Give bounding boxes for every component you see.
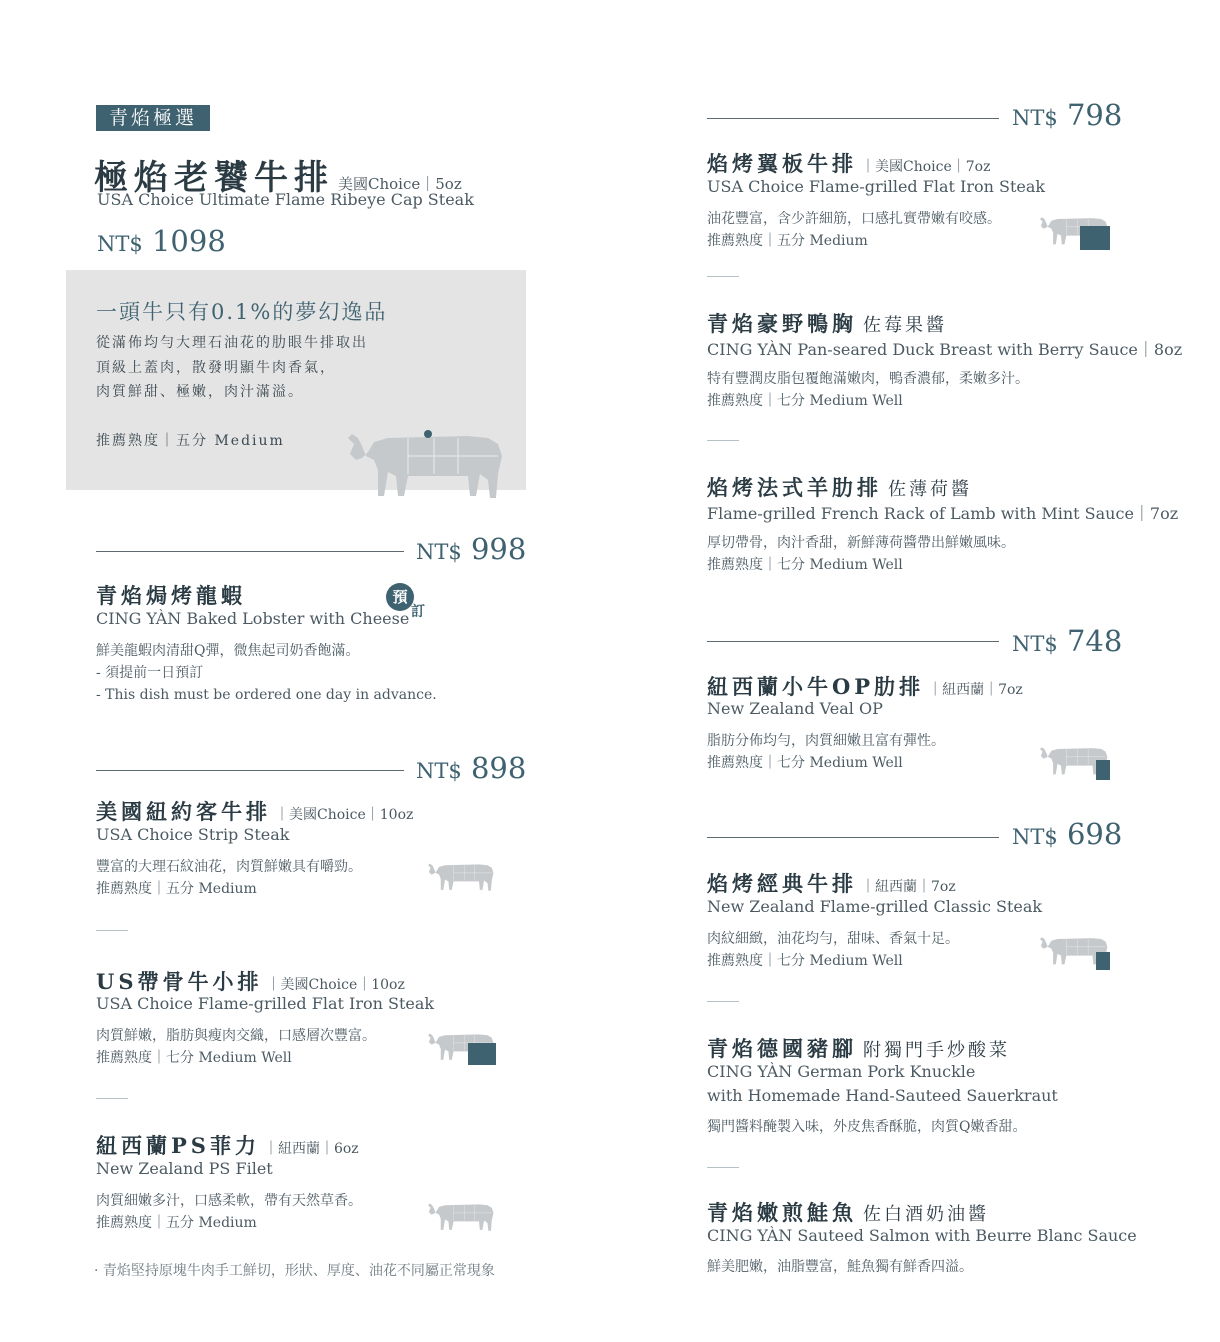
panel-heading: 一頭牛只有0.1%的夢幻逸品	[96, 300, 388, 324]
pork-english-name-2: with Homemade Hand-Sauteed Sauerkraut	[707, 1086, 1058, 1105]
reservation-seal-text: 訂	[411, 604, 425, 620]
item-divider	[707, 276, 739, 277]
price-698	[1012, 817, 1122, 851]
desc-line: 肉質細嫩多汁，口感柔軟，帶有天然草香。	[96, 1193, 362, 1209]
desc-line: 脂肪分佈均勻，肉質細嫩且富有彈性。	[707, 733, 945, 749]
cow-cut-icon	[428, 855, 496, 895]
lobster-description	[96, 640, 437, 706]
price-value: 1098	[151, 224, 226, 258]
price-value: 898	[470, 751, 527, 785]
panel-doneness: 推薦熟度｜五分 Medium	[96, 433, 285, 449]
classic-description	[707, 928, 959, 972]
classic-english-name: New Zealand Flame-grilled Classic Steak	[707, 897, 1043, 916]
salmon-title	[707, 1197, 989, 1227]
veal-english-name: New Zealand Veal OP	[707, 699, 883, 718]
reservation-seal: 預	[386, 583, 414, 611]
hero-price	[97, 224, 226, 258]
title-text: 焰烤法式羊肋排	[707, 475, 882, 500]
title-text: 青焰豪野鴨胸	[707, 311, 857, 336]
title-sauce: 佐薄荷醬	[888, 479, 972, 500]
duck-title	[707, 308, 947, 338]
title-sauce: 佐莓果醬	[863, 315, 947, 336]
title-text: 紐西蘭小牛OP肋排	[707, 674, 925, 699]
currency: NT$	[97, 232, 143, 256]
cow-cut-icon	[1040, 208, 1110, 250]
salmon-description: 鮮美肥嫩，油脂豐富，鮭魚獨有鮮香四溢。	[707, 1259, 973, 1275]
title-text: US帶骨牛小排	[96, 969, 263, 994]
price-divider	[707, 641, 999, 642]
price-value: 698	[1066, 817, 1123, 851]
title-meta: ｜紐西蘭｜6oz	[263, 1141, 359, 1157]
veal-description	[707, 730, 945, 774]
shortrib-description	[96, 1025, 376, 1069]
currency: NT$	[416, 540, 462, 564]
hero-description-panel	[66, 270, 526, 490]
title-meta: ｜紐西蘭｜7oz	[861, 879, 956, 895]
title-text: 美國紐約客牛排	[96, 799, 271, 824]
hero-english-name: USA Choice Ultimate Flame Ribeye Cap Steak	[97, 190, 474, 209]
title-text: 焰烤經典牛排	[707, 871, 857, 896]
panel-description	[96, 331, 368, 405]
hero-meta: 美國Choice｜5oz	[338, 175, 462, 193]
item-divider	[707, 440, 739, 441]
strip-description	[96, 856, 362, 900]
desc-line: 推薦熟度｜七分 Medium Well	[707, 755, 903, 771]
panel-line: 頂級上蓋肉，散發明顯牛肉香氣，	[96, 359, 336, 376]
title-sauce: 附獨門手炒酸菜	[863, 1040, 1010, 1061]
item-divider	[707, 1167, 739, 1168]
desc-line: 推薦熟度｜七分 Medium Well	[707, 953, 903, 969]
desc-line: 推薦熟度｜五分 Medium	[96, 1215, 257, 1231]
cow-cut-icon	[428, 1195, 496, 1235]
desc-line: 推薦熟度｜七分 Medium Well	[707, 393, 903, 409]
currency: NT$	[1012, 825, 1058, 849]
panel-line: 肉質鮮甜、極嫩，肉汁滿溢。	[96, 384, 304, 400]
pork-english-name: CING YÀN German Pork Knuckle	[707, 1062, 976, 1081]
lobster-title: 青焰焗烤龍蝦	[96, 583, 246, 608]
price-value: 798	[1066, 98, 1123, 132]
price-value: 748	[1066, 624, 1123, 658]
desc-line: 推薦熟度｜七分 Medium Well	[96, 1050, 292, 1066]
title-text: 青焰德國豬腳	[707, 1036, 857, 1061]
category-badge: 青焰極選	[96, 105, 210, 131]
currency: NT$	[1012, 106, 1058, 130]
title-text: 青焰嫩煎鮭魚	[707, 1200, 857, 1225]
price-divider	[707, 837, 999, 838]
pork-title	[707, 1033, 1010, 1063]
shortrib-title	[96, 966, 405, 996]
flatiron-description	[707, 208, 1001, 252]
salmon-english-name: CING YÀN Sauteed Salmon with Beurre Blanc Sauce	[707, 1226, 1137, 1245]
title-meta: ｜美國Choice｜10oz	[266, 977, 405, 993]
title-text: 紐西蘭PS菲力	[96, 1133, 260, 1158]
currency: NT$	[1012, 632, 1058, 656]
price-value: 998	[470, 532, 527, 566]
pork-description: 獨門醬料醃製入味，外皮焦香酥脆，肉質Q嫩香甜。	[707, 1119, 1027, 1135]
hero-title-text: 極焰老饕牛排	[94, 158, 334, 198]
strip-english-name: USA Choice Strip Steak	[96, 825, 290, 844]
cow-cut-icon	[348, 416, 508, 506]
desc-line: 特有豐潤皮脂包覆飽滿嫩肉，鴨香濃郁，柔嫩多汁。	[707, 371, 1029, 387]
title-meta: ｜美國Choice｜7oz	[861, 159, 991, 175]
desc-line: 厚切帶骨，肉汁香甜，新鮮薄荷醬帶出鮮嫩風味。	[707, 535, 1015, 551]
price-898	[416, 751, 526, 785]
filet-title	[96, 1130, 359, 1160]
title-text: 焰烤翼板牛排	[707, 151, 857, 176]
cow-cut-icon	[1040, 738, 1110, 780]
flatiron-title	[707, 148, 990, 178]
duck-description	[707, 368, 1029, 412]
cow-cut-icon	[428, 1025, 496, 1065]
desc-line: 鮮美龍蝦肉清甜Q彈，微焦起司奶香飽滿。	[96, 643, 360, 659]
desc-line: 豐富的大理石紋油花，肉質鮮嫩具有嚼勁。	[96, 859, 362, 875]
veal-title	[707, 671, 1023, 701]
title-meta: ｜紐西蘭｜7oz	[928, 682, 1023, 698]
title-sauce: 佐白酒奶油醬	[863, 1204, 989, 1225]
price-divider	[96, 770, 404, 771]
lamb-title	[707, 472, 972, 502]
lamb-english-name: Flame-grilled French Rack of Lamb with Mint Sauce｜7oz	[707, 504, 1179, 523]
footnote: · 青焰堅持原塊牛肉手工鮮切，形狀、厚度、油花不同屬正常現象	[94, 1263, 495, 1279]
desc-line: 推薦熟度｜五分 Medium	[707, 233, 868, 249]
currency: NT$	[416, 759, 462, 783]
title-meta: ｜美國Choice｜10oz	[275, 807, 414, 823]
lamb-description	[707, 532, 1015, 576]
filet-english-name: New Zealand PS Filet	[96, 1159, 273, 1178]
filet-description	[96, 1190, 362, 1234]
price-998	[416, 532, 526, 566]
lobster-english-name: CING YÀN Baked Lobster with Cheese	[96, 609, 410, 628]
item-divider	[96, 930, 128, 931]
price-divider	[707, 118, 999, 119]
duck-english-name: CING YÀN Pan-seared Duck Breast with Berry Sauce｜8oz	[707, 340, 1183, 359]
desc-line: - This dish must be ordered one day in advance.	[96, 687, 437, 703]
desc-line: 推薦熟度｜五分 Medium	[96, 881, 257, 897]
desc-line: 推薦熟度｜七分 Medium Well	[707, 557, 903, 573]
flatiron-english-name: USA Choice Flame-grilled Flat Iron Steak	[707, 177, 1046, 196]
cow-cut-icon	[1040, 928, 1110, 970]
strip-title	[96, 796, 413, 826]
classic-title	[707, 868, 956, 898]
shortrib-english-name: USA Choice Flame-grilled Flat Iron Steak	[96, 994, 435, 1013]
desc-line: 油花豐富，含少許細筋，口感扎實帶嫩有咬感。	[707, 211, 1001, 227]
price-748	[1012, 624, 1122, 658]
price-798	[1012, 98, 1122, 132]
desc-line: 肉紋細緻，油花均勻，甜味、香氣十足。	[707, 931, 959, 947]
item-divider	[96, 1098, 128, 1099]
panel-line: 從滿佈均勻大理石油花的肋眼牛排取出	[96, 335, 368, 351]
price-divider	[96, 551, 404, 552]
item-divider	[707, 1001, 739, 1002]
desc-line: - 須提前一日預訂	[96, 665, 204, 681]
desc-line: 肉質鮮嫩，脂肪與瘦肉交織，口感層次豐富。	[96, 1028, 376, 1044]
